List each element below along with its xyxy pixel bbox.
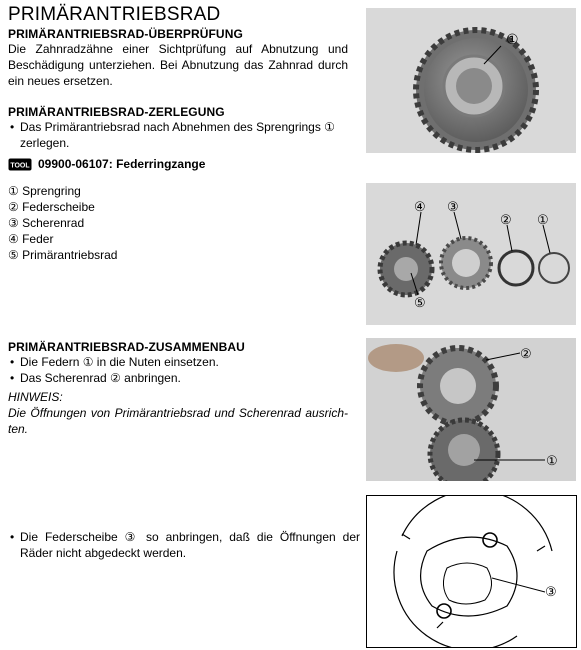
inspection-paragraph xyxy=(8,41,348,89)
outer-gear-arc-lower xyxy=(394,551,517,647)
primary-gear-hub xyxy=(448,434,480,466)
disassembly-line: zerlegen. xyxy=(20,136,70,150)
tool-icon-label: TOOL xyxy=(10,162,30,169)
assembly-bullet: • Das Scherenrad ② anbringen. xyxy=(8,370,348,386)
special-tool-row xyxy=(8,157,205,171)
scissors-gear-hole xyxy=(452,249,480,277)
section-heading-assembly: PRIMÄRANTRIEBSRAD-ZUSAMMENBAU xyxy=(8,340,245,354)
parts-list-item: ④ Feder xyxy=(8,232,54,246)
parts-list-item: ⑤ Primärantriebsrad xyxy=(8,248,118,262)
note-line: Die Öffnungen von Primärantriebsrad und Scherenrad ausrich- xyxy=(8,406,348,420)
callout-3: ③ xyxy=(447,199,459,214)
tool-icon xyxy=(8,158,32,171)
note-line: ten. xyxy=(8,422,29,436)
callout-3: ③ xyxy=(545,584,557,599)
final-bullet xyxy=(8,529,360,561)
parts-list-item: ① Sprengring xyxy=(8,184,81,198)
gear-parts-photo xyxy=(366,183,576,325)
scissors-gear-hole xyxy=(440,368,476,404)
callout-2: ② xyxy=(520,346,532,361)
parts-list-item: ③ Scherenrad xyxy=(8,216,85,230)
primary-gear-hub xyxy=(394,257,418,281)
final-bullet-line: Räder nicht abgedeckt werden. xyxy=(20,546,187,560)
special-tool-text: 09900-06107: Federringzange xyxy=(38,157,206,171)
inspection-line: Beschädigung unterziehen. Bei Abnutzung das Zahnrad durch xyxy=(8,58,348,72)
spring-washer-diagram xyxy=(366,495,577,648)
final-bullet-line: • Die Federscheibe ③ so anbringen, daß die Öffnungen der xyxy=(20,530,360,544)
spring-washer xyxy=(499,251,533,285)
callout-1: ① xyxy=(506,31,519,47)
assembly-bullets xyxy=(8,354,348,386)
parts-list-item: ② Federscheibe xyxy=(8,200,95,214)
disassembly-bullet xyxy=(8,119,360,151)
gear-assembly-photo xyxy=(366,338,576,481)
callout-5: ⑤ xyxy=(414,295,426,310)
gear-inspection-photo xyxy=(366,8,576,153)
section-heading-disassembly: PRIMÄRANTRIEBSRAD-ZERLEGUNG xyxy=(8,105,225,119)
disassembly-line: • Das Primärantriebsrad nach Abnehmen des Sprengrings ① xyxy=(20,120,335,134)
callout-4: ④ xyxy=(414,199,426,214)
assembly-bullet: • Die Federn ① in die Nuten einsetzen. xyxy=(8,354,348,370)
hand xyxy=(368,344,424,372)
callout-1: ① xyxy=(546,453,558,468)
section-heading-inspection: PRIMÄRANTRIEBSRAD-ÜBERPRÜFUNG xyxy=(8,27,243,41)
circlip xyxy=(539,253,569,283)
note-label: HINWEIS: xyxy=(8,390,63,404)
washer-inner-opening xyxy=(443,563,491,604)
note-text xyxy=(8,405,348,437)
page-title: PRIMÄRANTRIEBSRAD xyxy=(8,4,221,25)
inspection-line: ein neues ersetzen. xyxy=(8,74,113,88)
callout-2: ② xyxy=(500,212,512,227)
gear-bore xyxy=(456,68,492,104)
callout-1: ① xyxy=(537,212,549,227)
outer-gear-arc xyxy=(402,496,552,551)
parts-list xyxy=(8,183,117,263)
inspection-line: Die Zahnradzähne einer Sichtprüfung auf Abnutzung und xyxy=(8,42,348,56)
